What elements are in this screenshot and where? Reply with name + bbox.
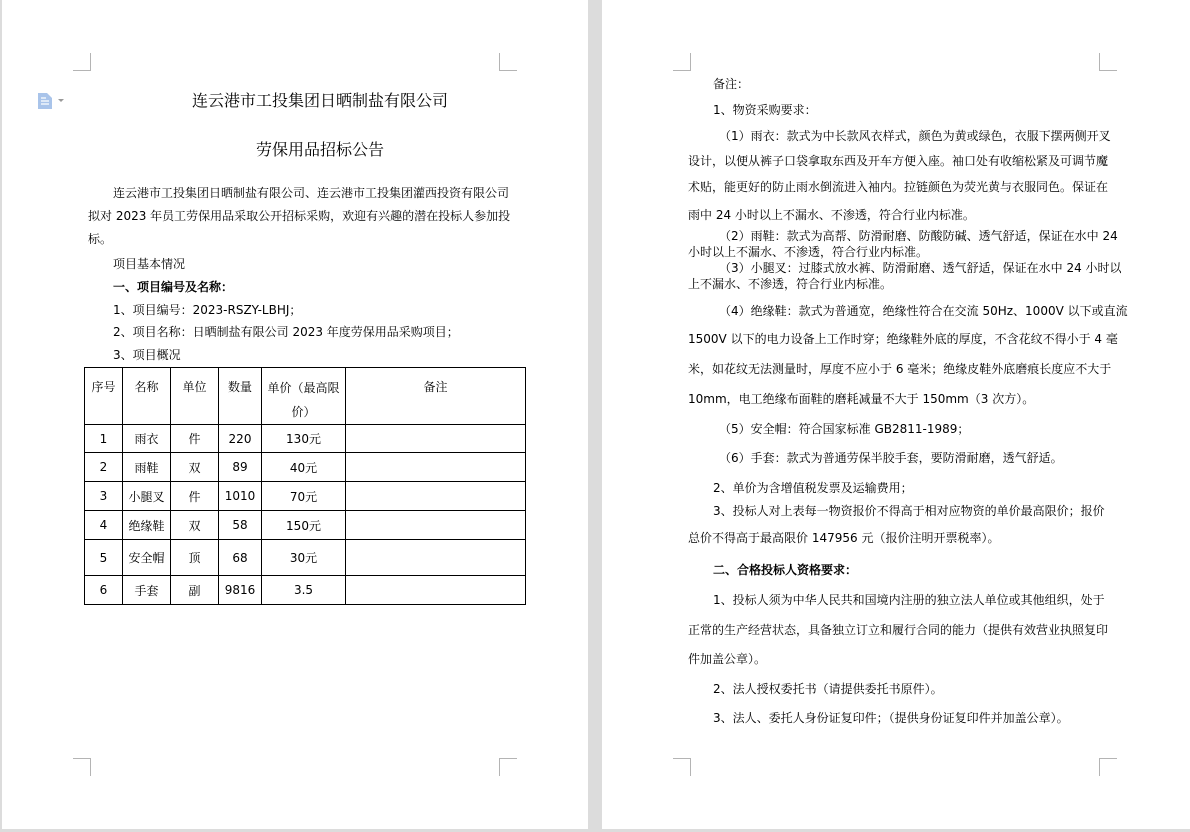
table-cell: 副	[171, 576, 219, 605]
table-cell: 双	[171, 511, 219, 540]
table-cell	[346, 482, 526, 511]
table-cell: 150元	[262, 511, 346, 540]
document-subtitle: 劳保用品招标公告	[255, 140, 384, 159]
margin-corner-mark	[499, 53, 517, 71]
table-cell: 双	[171, 453, 219, 482]
paragraph-line: 2、单价为含增值税发票及运输费用；	[713, 481, 913, 495]
table-cell: 130元	[262, 425, 346, 453]
table-row	[85, 425, 526, 453]
margin-corner-mark	[673, 53, 691, 71]
paragraph-line: 3、投标人对上表每一物资报价不得高于相对应物资的单价最高限价；报价	[713, 504, 1105, 518]
paragraph-line: 拟对 2023 年员工劳保用品采取公开招标采购，欢迎有兴趣的潜在投标人参加投	[88, 209, 511, 223]
paragraph-line: 上不漏水、不渗透，符合行业内标准。	[688, 277, 893, 291]
paragraph-line: 1、投标人须为中华人民共和国境内注册的独立法人单位或其他组织，处于	[713, 593, 1105, 607]
table-cell: 1010	[219, 482, 262, 511]
table-row	[85, 453, 526, 482]
table-cell: 5	[85, 540, 123, 576]
paragraph-line: 10mm，电工绝缘布面鞋的磨耗减量不大于 150mm（3 次方）。	[688, 392, 1035, 406]
paragraph-line: 3、法人、委托人身份证复印件；（提供身份证复印件并加盖公章）。	[713, 711, 1069, 725]
paragraph-line: 2、法人授权委托书（请提供委托书原件）。	[713, 682, 943, 696]
margin-corner-mark	[73, 53, 91, 71]
table-cell	[346, 576, 526, 605]
margin-corner-mark	[499, 758, 517, 776]
table-cell: 40元	[262, 453, 346, 482]
paragraph-line: 2、项目名称：日晒制盐有限公司 2023 年度劳保用品采购项目；	[113, 325, 459, 339]
table-cell	[346, 511, 526, 540]
header-cell: 单位	[171, 368, 219, 425]
table-cell: 2	[85, 453, 123, 482]
table-cell: 6	[85, 576, 123, 605]
paragraph-line: 标。	[88, 232, 113, 246]
table-cell: 58	[219, 511, 262, 540]
table-cell	[346, 540, 526, 576]
header-cell: 单价（最高限价）	[262, 368, 346, 425]
paragraph-line: 1、物资采购要求：	[713, 103, 817, 117]
table-cell: 3.5	[262, 576, 346, 605]
paragraph-line: 总价不得高于最高限价 147956 元（报价注明开票税率）。	[688, 531, 1000, 545]
table-cell: 安全帽	[123, 540, 171, 576]
table-cell: 件	[171, 425, 219, 453]
paragraph-line: （5）安全帽：符合国家标准 GB2811-1989；	[719, 422, 970, 436]
table-cell: 89	[219, 453, 262, 482]
header-cell: 备注	[346, 368, 526, 425]
paragraph-line: 1、项目编号：2023-RSZY-LBHJ；	[113, 303, 302, 317]
table-cell: 雨衣	[123, 425, 171, 453]
section-heading: 二、合格投标人资格要求：	[713, 563, 858, 577]
table-cell: 件	[171, 482, 219, 511]
document-page-1	[2, 0, 588, 829]
paragraph-line: 米，如花纹无法测量时，厚度不应小于 6 毫米；绝缘皮鞋外底磨痕长度应不大于	[688, 362, 1112, 376]
margin-corner-mark	[73, 758, 91, 776]
table-cell: 30元	[262, 540, 346, 576]
table-cell: 68	[219, 540, 262, 576]
paragraph-line: 雨中 24 小时以上不漏水、不渗透，符合行业内标准。	[688, 208, 975, 222]
table-cell	[346, 453, 526, 482]
table-cell: 小腿叉	[123, 482, 171, 511]
paragraph-line: （2）雨鞋：款式为高帮、防滑耐磨、防酸防碱、透气舒适，保证在水中 24	[719, 229, 1118, 243]
paragraph-line: 备注：	[713, 77, 750, 91]
paragraph-line: 件加盖公章）。	[688, 652, 767, 666]
paragraph-line: 项目基本情况	[113, 257, 186, 271]
header-cell: 数量	[219, 368, 262, 425]
table-cell: 手套	[123, 576, 171, 605]
margin-corner-mark	[673, 758, 691, 776]
section-heading: 一、项目编号及名称：	[113, 280, 234, 294]
table-cell: 9816	[219, 576, 262, 605]
table-row	[85, 482, 526, 511]
paragraph-line: （3）小腿叉：过膝式放水裤、防滑耐磨、透气舒适，保证在水中 24 小时以	[719, 261, 1122, 275]
margin-corner-mark	[1099, 758, 1117, 776]
table-cell: 3	[85, 482, 123, 511]
margin-corner-mark	[1099, 53, 1117, 71]
table-row	[85, 511, 526, 540]
table-cell: 绝缘鞋	[123, 511, 171, 540]
document-page-2	[602, 0, 1190, 829]
paragraph-line: 1500V 以下的电力设备上工作时穿；绝缘鞋外底的厚度，不含花纹不得小于 4 毫	[688, 332, 1118, 346]
header-cell: 序号	[85, 368, 123, 425]
table-cell: 70元	[262, 482, 346, 511]
table-cell: 顶	[171, 540, 219, 576]
paragraph-line: （6）手套：款式为普通劳保半胶手套，要防滑耐磨，透气舒适。	[719, 451, 1063, 465]
table-header-row	[85, 368, 526, 425]
paragraph-line: 正常的生产经营状态，具备独立订立和履行合同的能力（提供有效营业执照复印	[688, 623, 1109, 637]
table-row	[85, 540, 526, 576]
paragraph-line: 3、项目概况	[113, 348, 181, 362]
paragraph-line: 小时以上不漏水、不渗透，符合行业内标准。	[688, 245, 929, 259]
document-title: 连云港市工投集团日晒制盐有限公司	[191, 91, 448, 110]
table-row	[85, 576, 526, 605]
paragraph-line: （1）雨衣：款式为中长款风衣样式，颜色为黄或绿色，衣服下摆两侧开叉	[719, 129, 1111, 143]
paragraph-line: 设计，以便从裤子口袋拿取东西及开车方便入座。袖口处有收缩松紧及可调节魔	[688, 154, 1109, 168]
paragraph-line: 连云港市工投集团日晒制盐有限公司、连云港市工投集团灌西投资有限公司	[113, 186, 510, 200]
table-cell: 220	[219, 425, 262, 453]
header-cell: 名称	[123, 368, 171, 425]
paragraph-line: （4）绝缘鞋：款式为普通宽，绝缘性符合在交流 50Hz、1000V 以下或直流	[719, 304, 1128, 318]
table-cell: 雨鞋	[123, 453, 171, 482]
paragraph-line: 术贴，能更好的防止雨水倒流进入袖内。拉链颜色为荧光黄与衣服同色。保证在	[688, 180, 1109, 194]
table-cell: 4	[85, 511, 123, 540]
table-cell	[346, 425, 526, 453]
items-table	[84, 367, 526, 605]
table-cell: 1	[85, 425, 123, 453]
